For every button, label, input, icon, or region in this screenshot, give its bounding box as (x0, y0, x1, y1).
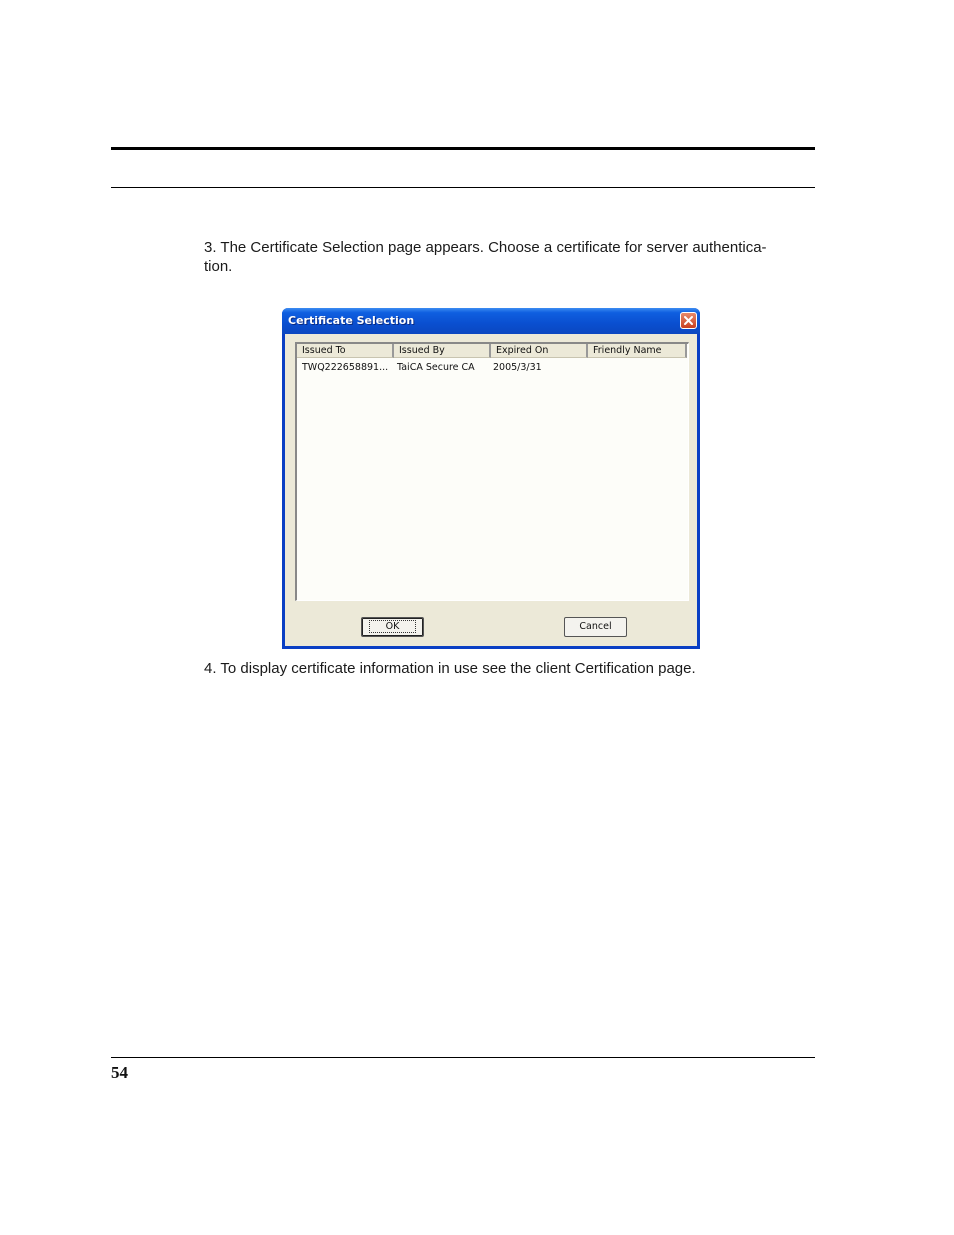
column-header-expired-on[interactable]: Expired On (491, 344, 588, 358)
close-button[interactable] (680, 312, 697, 329)
step-3-text: 3. The Certificate Selection page appears. Choose a certificate for server authentica- tion. (204, 239, 767, 275)
certificate-list[interactable] (295, 342, 689, 601)
column-header-friendly-name[interactable]: Friendly Name (588, 344, 687, 358)
dialog-title: Certificate Selection (288, 314, 415, 327)
certificate-selection-dialog (282, 308, 700, 649)
page-number: 54 (111, 1063, 128, 1082)
footer-rule (111, 1057, 815, 1058)
cell-issued-to: TWQ222658891... (302, 362, 389, 373)
cell-expired-on: 2005/3/31 (493, 362, 542, 373)
ok-button[interactable] (361, 617, 424, 637)
column-header-issued-by[interactable]: Issued By (394, 344, 491, 358)
column-header-issued-to[interactable]: Issued To (297, 344, 394, 358)
list-header (297, 344, 687, 359)
ok-button-label: OK (370, 621, 416, 632)
cell-issued-by: TaiCA Secure CA (397, 362, 475, 373)
step-4-text: 4. To display certificate information in use see the client Certification page. (204, 660, 696, 677)
header-rule-thick (111, 147, 815, 150)
dialog-titlebar[interactable] (282, 308, 700, 334)
header-rule-thin (111, 187, 815, 188)
close-icon (683, 315, 694, 326)
cancel-button[interactable]: Cancel (564, 617, 627, 637)
